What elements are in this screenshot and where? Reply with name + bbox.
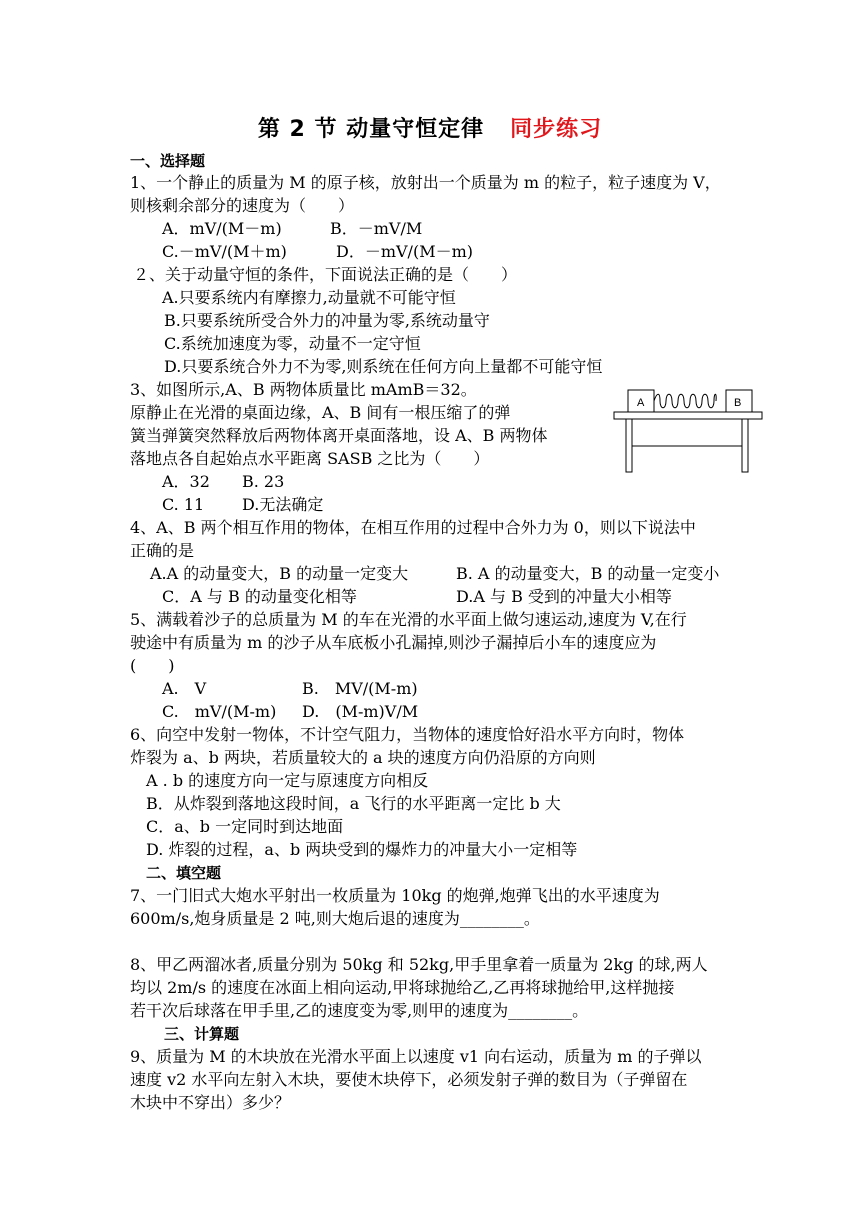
q2-option-b: B.只要系统所受合外力的冲量为零,系统动量守 — [164, 311, 490, 330]
table-top — [614, 412, 762, 419]
q5-option-b: B. MV/(M-m) — [302, 679, 418, 698]
q8-line3: 若干次后球落在甲手里,乙的速度变为零,则甲的速度为________。 — [130, 1001, 589, 1020]
q5-line3: ( ) — [130, 656, 175, 675]
q6-option-d: D. 炸裂的过程，a、b 两块受到的爆炸力的冲量大小一定相等 — [146, 840, 578, 859]
q7-line1: 7、一门旧式大炮水平射出一枚质量为 10kg 的炮弹,炮弹飞出的水平速度为 — [130, 886, 660, 905]
q2-option-a: A.只要系统内有摩擦力,动量就不可能守恒 — [162, 288, 456, 307]
q4-line1: 4、A、B 两个相互作用的物体，在相互作用的过程中合外力为 0，则以下说法中 — [130, 518, 696, 537]
q9-line3: 木块中不穿出）多少？ — [130, 1093, 291, 1112]
q6-line1: 6、向空中发射一物体，不计空气阻力，当物体的速度恰好沿水平方向时，物体 — [130, 725, 685, 744]
q2-option-d: D.只要系统合外力不为零,则系统在任何方向上量都不可能守恒 — [164, 357, 603, 376]
q3-option-b: B. 23 — [242, 472, 285, 491]
q9-line2: 速度 v2 水平向左射入木块，要使木块停下，必须发射子弹的数目为（子弹留在 — [130, 1070, 688, 1089]
q4-line2: 正确的是 — [130, 541, 195, 560]
q6-option-a: A . b 的速度方向一定与原速度方向相反 — [146, 771, 429, 790]
section-fill: 二、填空题 — [146, 864, 222, 882]
q6-option-b: B．从炸裂到落地这段时间，a 飞行的水平距离一定比 b 大 — [146, 794, 561, 813]
q1-option-b: B．－mV/M — [330, 219, 423, 238]
q9-line1: 9、质量为 M 的木块放在光滑水平面上以速度 v1 向右运动，质量为 m 的子弹以 — [130, 1047, 702, 1066]
block-a-label: A — [637, 397, 645, 409]
q5-option-a: A. V — [162, 679, 207, 698]
q1-line1: 1、一个静止的质量为 M 的原子核，放射出一个质量为 m 的粒子，粒子速度为 V， — [130, 173, 721, 192]
q5-option-c: C. mV/(M-m) — [162, 702, 277, 721]
q6-line2: 炸裂为 a、b 两块，若质量较大的 a 块的速度方向仍沿原的方向则 — [130, 748, 596, 767]
section-choice: 一、选择题 — [130, 152, 206, 170]
q1-option-a: A．mV/(M－m) — [162, 219, 282, 238]
spring — [654, 394, 716, 408]
block-b-label: B — [734, 397, 742, 409]
q3-line4: 落地点各自起始点水平距离 SASB 之比为（ ） — [130, 449, 490, 468]
q2-line1: ２、关于动量守恒的条件，下面说法正确的是（ ） — [133, 265, 518, 284]
q3-line2: 原静止在光滑的桌面边缘，A、B 间有一根压缩了的弹 — [130, 403, 511, 422]
q4-option-a: A.A 的动量变大，B 的动量一定变大 — [150, 564, 409, 583]
page-title — [0, 112, 860, 143]
q4-option-b: B. A 的动量变大，B 的动量一定变小 — [456, 564, 720, 583]
q8-line1: 8、甲乙两溜冰者,质量分别为 50kg 和 52kg,甲手里拿着一质量为 2kg 的球,两人 — [130, 955, 708, 974]
q3-line3: 簧当弹簧突然释放后两物体离开桌面落地，设 A、B 两物体 — [130, 426, 548, 445]
q2-option-c: C.系统加速度为零，动量不一定守恒 — [164, 334, 421, 353]
q8-line2: 均以 2m/s 的速度在冰面上相向运动,甲将球抛给乙,乙再将球抛给甲,这样抛接 — [130, 978, 675, 997]
title-sub: 同步练习 — [510, 117, 603, 142]
q4-option-c: C．A 与 B 的动量变化相等 — [162, 587, 357, 606]
q3-line1: 3、如图所示,A、B 两物体质量比 mAmB＝32。 — [130, 380, 477, 399]
q5-line2: 驶途中有质量为 m 的沙子从车底板小孔漏掉,则沙子漏掉后小车的速度应为 — [130, 633, 657, 652]
q6-option-c: C．a、b 一定同时到达地面 — [146, 817, 344, 836]
section-calc: 三、计算题 — [164, 1025, 240, 1043]
q1-option-c: C.－mV/(M＋m) — [162, 242, 287, 261]
q5-option-d: D. (M-m)V/M — [302, 702, 419, 721]
table-spring-figure — [612, 384, 764, 474]
table-leg-left — [626, 419, 632, 472]
q4-option-d: D.A 与 B 受到的冲量大小相等 — [456, 587, 672, 606]
q3-option-d: D.无法确定 — [242, 495, 324, 514]
q3-option-a: A．32 — [162, 472, 210, 491]
q5-line1: 5、满载着沙子的总质量为 M 的车在光滑的水平面上做匀速运动,速度为 V,在行 — [130, 610, 687, 629]
q1-line2: 则核剩余部分的速度为（ ） — [130, 196, 355, 215]
q7-line2: 600m/s,炮身质量是 2 吨,则大炮后退的速度为________。 — [130, 909, 540, 928]
q1-option-d: D．－mV/(M－m) — [336, 242, 473, 261]
table-leg-right — [742, 419, 748, 472]
title-main: 第 2 节 动量守恒定律 — [257, 117, 485, 142]
q3-option-c: C. 11 — [162, 495, 205, 514]
